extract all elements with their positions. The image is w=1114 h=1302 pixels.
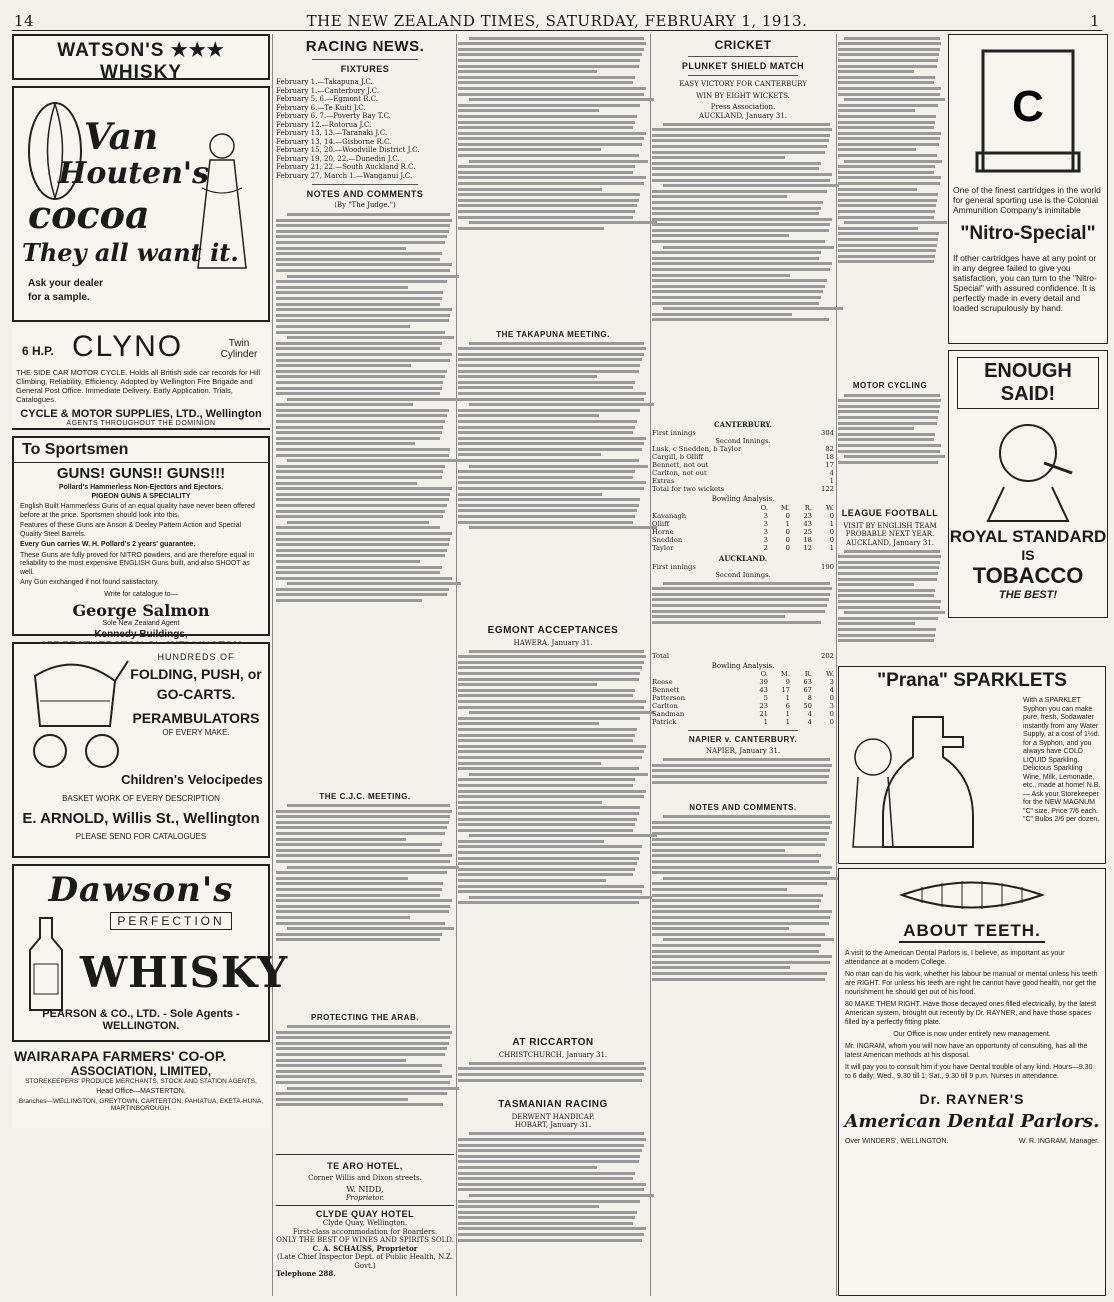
vanhouten-brand-line2: Houten's [58,156,209,191]
column-racing-news [276,34,454,1296]
cricket-heading: CRICKET [714,38,772,52]
nitro-body: If other cartridges have at any point or in any degree failed to give you satisfaction, you can turn to the "Nitro-Special" with assured confidence. It is perfectly made in every detail and loaded scrupulously by hand. [953,253,1097,313]
vanhouten-cta-2: for a sample. [28,292,90,303]
cjc-article [276,804,454,1010]
bowling-row: Patrick 1 1 4 0 [652,718,834,727]
auckland-batting-lines [652,582,834,652]
bowling-row: Horne 3 0 25 0 [652,527,834,536]
ad-prana-sparklets [838,666,1106,864]
fixture-list [276,78,454,180]
arab-heading: PROTECTING THE ARAB. [311,1013,419,1023]
hobart-dateline: HOBART, January 31. [514,1121,592,1130]
riccarton-dateline: CHRISTCHURCH, January 31. [498,1050,608,1059]
royal-line-3: TOBACCO [972,563,1084,588]
auckland-total [652,652,834,660]
napier-heading: NAPIER v. CANTERBURY. [688,735,798,745]
fixture-item: February 27, March 1.—Wanganui J.C. [276,171,413,180]
clyde-proprietor: C. A. SCHAUSS, Proprietor [312,1243,418,1253]
ad-royal-standard-tobacco [948,350,1108,618]
teeth-para-2: No man can do his work, whether his labour be manual or mental unless his teeth are RIGHT. For unless his teeth are right he cannot have good health, nor get the nourishment he should get out of his food. [845,971,1098,996]
motor-cycling-heading: MOTOR CYCLING [852,380,928,390]
bowling-table-2 [652,670,834,726]
guns-line-5: Every Gun carries W. H. Pollard's 2 years' guarantee. [20,541,196,548]
ad-watsons-whisky [12,34,270,83]
auckland-heading: AUCKLAND. [718,553,768,563]
wairarapa-l1: WAIRARAPA FARMERS' CO-OP. [14,1048,227,1064]
auckland-first-innings-label: First innings [652,563,696,572]
bowling-row: Patterson 5 1 8 0 [652,694,834,703]
arnold-h1: HUNDREDS OF [157,652,235,662]
guns-line-3: English Built Hammerless Guns of an equal quality have never been offered before at the price. Sportsmen should look into this. [20,503,255,519]
page-number: 14 [14,12,35,30]
nitro-brand: "Nitro-Special" [960,223,1096,244]
clyde-telephone: Telephone 288. [276,1269,336,1279]
riccarton-article [458,1062,648,1096]
guns-sub-2: Kennedy Buildings, [94,628,188,640]
ad-arnold-perambulators [12,642,270,858]
first-innings-label: First innings [652,429,696,438]
bowling-table-1 [652,504,834,552]
egmont-article [458,650,648,1034]
guns-line-4: Features of these Guns are Anson & Deeley Pattern Action and Special Quality Steel Barrels. [20,522,242,538]
smoker-figure-icon [968,413,1088,523]
bowling-header-row: O. M. R. W. [760,670,834,679]
arnold-h6: Children's Velocipedes [121,772,263,787]
riccarton-heading: AT RICCARTON [512,1036,594,1048]
win-by-wickets: WIN BY EIGHT WICKETS. [696,92,790,100]
wairarapa-l3: STOREKEEPERS' PRODUCE MERCHANTS, STOCK AND STATION AGENTS, [25,1078,257,1085]
teeth-icon [892,875,1052,915]
auckland-first-innings-total: 190 [821,563,834,572]
fixture-item: February 6.—Te Kuiti J.C. [276,103,366,112]
clyde-line-3: First-class accommodation for Boarders. [292,1227,438,1236]
teeth-para-1: A visit to the American Dental Parlors is, I believe, as important as your attendance at a modern College. [845,950,1065,966]
clyno-agents: AGENTS THROUGHOUT THE DOMINION [66,420,216,427]
vanhouten-brand-line1: Van [84,116,159,158]
bowling-row: Reese 39 9 63 3 [652,678,834,687]
column-racing-continued [458,34,648,1296]
first-innings-total: 304 [821,429,834,438]
auckland-total-value: 202 [821,651,834,660]
bowling-row: Olliff 3 1 43 1 [652,519,834,528]
nitro-intro: One of the finest cartridges in the world for general sporting use is the Colonial Ammunition Company's inimitable [953,185,1101,215]
clyde-hotel-name: CLYDE QUAY HOTEL [315,1209,415,1220]
wairarapa-l2: ASSOCIATION, LIMITED, [70,1064,212,1078]
fixture-item: February 21, 22.—South Auckland R.C. [276,163,416,171]
tasmanian-article [458,1132,648,1302]
clyno-brand: CLYNO [72,330,184,363]
league-heading: LEAGUE FOOTBALL [841,507,939,518]
batting-row: Bennett, not out 17 [652,461,834,470]
column-divider [272,34,273,1296]
canterbury-heading: CANTERBURY. [714,419,772,429]
guns-agent-name: George Salmon [72,601,210,620]
league-dateline: AUCKLAND, January 31. [845,538,934,547]
clyde-line-4: ONLY THE BEST OF WINES AND SPIRITS SOLD. [276,1236,454,1245]
fixture-item: February 1.—Takapuna J.C. [276,78,373,86]
bowling-row: Sandman 21 1 4 0 [652,710,834,719]
royal-line-4: THE BEST! [998,589,1058,601]
takapuna-article [458,342,648,622]
ad-nitro-special [948,34,1108,344]
rayner-name: Dr. RAYNER'S [919,1091,1025,1107]
masthead [12,10,1102,31]
motor-cycling-article [838,394,942,504]
tasmanian-heading: TASMANIAN RACING [498,1098,608,1110]
prana-description: With a SPARKLET Syphon you can make pure, fresh, Sodawater instantly from any Water Supply, at a cost of 1½d. for a Syphon, and you always have COLD LIQUID Sparkling. Delicious Sparkling Wine, Milk, Lemonade, etc., made at home! N.B. — Ask your Storekeeper for the NEW MAGNUM "C" size. Price 7/6 each. "C" Bulbs 2/6 per dozen. [1023,697,1101,823]
guns-sub-1: Sole New Zealand Agent [102,620,180,627]
dawson-agents: PEARSON & CO., LTD. - Sole Agents - WELLINGTON. [42,1008,240,1032]
second-innings-label: Second Innings. [715,437,771,446]
bowling-header-row: O. M. R. W. [760,503,834,512]
fixture-item: February 19, 20, 22.—Dunedin J.C. [276,154,400,163]
bowling-analysis-heading-2: Bowling Analysis. [711,661,775,670]
guns-line-1: Pollard's Hammerless Non-Ejectors and Ejectors. [58,484,224,491]
notes-byline: (By "The Judge.") [334,201,396,209]
svg-text:C: C [1012,82,1044,131]
batting-row: Carlton, not out 4 [652,469,834,478]
bowling-row: Bennett 43 17 67 4 [652,686,834,695]
arnold-h2: FOLDING, PUSH, or [130,666,262,682]
arab-article [276,1025,454,1151]
teeth-para-4: Our Office is now under entirely new management. [893,1031,1051,1038]
fixture-item: February 13, 14.—Gisborne R.C. [276,137,392,146]
notes-heading: NOTES AND COMMENTS [306,189,424,199]
tearo-proprietor: Proprietor. [345,1194,385,1203]
egmont-heading: EGMONT ACCEPTANCES [487,624,619,636]
press-association: Press Association. [710,103,776,111]
tearo-address: Corner Willis and Dixon streets. [308,1174,422,1183]
total-two-wickets-value: 122 [821,485,834,494]
column-advertisements-left [12,34,289,1296]
royal-line-1: ROYAL STANDARD [949,527,1107,546]
arnold-h7: BASKET WORK OF EVERY DESCRIPTION [62,794,220,803]
tearo-owner: W. NIDD, [346,1185,384,1195]
fixtures-heading: FIXTURES [340,64,390,74]
guns-tag: To Sportsmen [14,438,268,463]
napier-article [652,758,834,800]
cricket-continued-column [838,34,942,714]
fixture-item: February 1.—Canterbury J.C. [276,86,380,95]
teeth-para-5: Mr. INGRAM, whom you will now have an opportunity of consulting, has all the latest American methods at his disposal. [845,1043,1088,1059]
dental-address: Over WINDERS', WELLINGTON. [845,1138,949,1145]
egmont-dateline: HAWERA, January 31. [513,638,593,647]
arnold-name: E. ARNOLD, Willis St., Wellington [22,810,260,827]
guns-line-2: PIGEON GUNS A SPECIALITY [91,492,191,500]
syphon-bottle-icon [843,697,1023,857]
cartridge-icon [953,41,1103,181]
batting-row: Cargill, b Olliff 18 [652,453,834,462]
pram-icon [20,656,130,776]
arnold-h5: OF EVERY MAKE. [162,728,230,737]
ad-van-houtens-cocoa [12,86,270,322]
dawson-whisky: WHISKY [80,948,289,997]
fixture-item: February 5, 6.—Egmont R.C. [276,95,379,103]
auckland-total-label: Total [652,651,670,660]
vanhouten-cta-1: Ask your dealer [28,278,104,289]
total-two-wickets-label: Total for two wickets [652,485,725,494]
column-divider [836,34,837,1296]
arnold-h3: GO-CARTS. [156,686,236,702]
cricket-notes-article [652,815,834,1063]
plunket-heading: PLUNKET SHIELD MATCH [681,61,805,71]
notes-article [276,213,454,789]
arab-article-continued [458,37,648,327]
ad-wairarapa-farmers [12,1048,270,1128]
fixture-item: February 15, 20.—Woodville District J.C. [276,146,420,154]
guns-line-8: Write for catalogue to— [104,590,178,598]
royal-line-2: IS [1021,547,1035,563]
clyde-line-6: (Late Chief Inspector Dept. of Public Health, N.Z. Govt.) [277,1253,453,1270]
ad-american-dental [838,868,1106,1296]
batting-row: Extras 1 [652,477,834,486]
dawson-brand: Dawson's [48,870,234,910]
auckland-dateline: AUCKLAND, January 31. [698,111,787,120]
napier-dateline: NAPIER, January 31. [705,747,781,756]
clyde-address: Clyde Quay, Wellington. [322,1219,408,1228]
bowling-row: Sneddon 3 0 18 0 [652,535,834,544]
bowling-analysis-heading-1: Bowling Analysis. [711,495,775,504]
arnold-catalogue: PLEASE SEND FOR CATALOGUES [75,832,207,841]
bowling-row: Taylor 2 0 12 1 [652,543,834,552]
bowling-row: Kavanagh 3 0 23 0 [652,511,834,520]
derwent-heading: DERWENT HANDICAP. [511,1112,595,1121]
league-subheading: VISIT BY ENGLISH TEAM PROBABLE NEXT YEAR. [843,521,937,539]
clyno-hp: 6 H.P. [22,344,54,358]
teeth-para-6: It will pay you to consult him if you have Dental trouble of any kind. Hours—9.30 to 6 daily; Wed., 9.30 till 1; Sat., 9.30 till 9 p.m. Nurses in attendance. [845,1064,1093,1080]
fixture-item: February 13, 13.—Taranaki J.C. [276,129,388,137]
wairarapa-l4: Head Office—MASTERTON. [96,1088,186,1095]
column-right [838,34,1108,1296]
takapuna-heading: THE TAKAPUNA MEETING. [496,329,610,339]
auckland-scores [652,563,834,579]
guns-headline: GUNS! GUNS!! GUNS!!! [56,465,226,482]
page-number-right: 1 [1089,12,1100,30]
arnold-h4: PERAMBULATORS [132,710,260,726]
dawson-tag: PERFECTION [110,912,231,930]
ads-right-stack [948,34,1108,624]
clyno-company: CYCLE & MOTOR SUPPLIES, LTD., Wellington [20,408,262,420]
batting-row: Lusk, c Snedden, b Taylor 82 [652,445,834,454]
bowling-row: Carlton 23 6 50 3 [652,702,834,711]
ad-clyno-motorcycle [12,328,270,430]
ad-pollard-guns [12,436,270,640]
column-cricket [652,34,834,1296]
racing-news-heading: RACING NEWS. [305,38,425,55]
auckland-second-innings-label: Second Innings. [715,571,771,580]
guns-line-6: These Guns are fully proved for NITRO powders, and are therefore equal in reliability to the most expensive ENGLISH Guns built, and also SHOOT as well. [20,551,255,576]
fixture-item: February 12.—Rotorua J.C. [276,120,372,129]
cricket-continued-article [838,37,942,377]
enough-said: ENOUGH SAID! [957,357,1099,409]
whisky-bottle-icon [24,914,68,1014]
guns-line-7: Any Gun exchanged if not found satisfactory. [20,579,159,586]
fixture-item: February 6, 7.—Poverty Bay T.C. [276,112,392,120]
vanhouten-slogan: They all want it. [22,238,239,267]
newspaper-title: THE NEW ZEALAND TIMES, SATURDAY, FEBRUARY 1, 1913. [306,12,808,30]
tearo-hotel-name: TE ARO HOTEL, [327,1161,403,1172]
teeth-para-3: 80 MAKE THEM RIGHT. Have those decayed ones filled electrically, by the latest American system, brought out recently by Dr. RAYNER, and have those spaces filled by a perfectly fitting plate. [845,1001,1097,1026]
watsons-headline: WATSON'S ★★★ WHISKY [57,40,225,83]
clyno-twin: Twin Cylinder [220,338,258,360]
cricket-notes-heading: NOTES AND COMMENTS. [689,803,797,813]
wairarapa-l5: Branches—WELLINGTON, GREYTOWN, CARTERTON, PAHIATUA, EKETA-HUNA, MARTINBOROUGH. [18,1098,264,1112]
prana-heading: "Prana" SPARKLETS [877,670,1067,691]
teeth-heading: ABOUT TEETH. [899,921,1045,943]
easy-victory: EASY VICTORY FOR CANTERBURY [679,80,807,88]
canterbury-scores [652,429,834,493]
cricket-article [652,123,834,419]
american-dental-parlors: American Dental Parlors. [844,1111,1100,1132]
clyno-description: THE SIDE CAR MOTOR CYCLE. Holds all British side car records for Hill Climbing, Reliability, Efficiency. Adopted by Wellington Fire Brigade and General Post Office. Immediate Delivery. Early Application. Trials, Catalogues. [16,368,261,404]
ad-dawsons-whisky [12,864,289,1042]
cjc-heading: THE C.J.C. MEETING. [319,792,411,802]
vanhouten-brand-line3: cocoa [28,192,150,237]
dental-manager: W. R. INGRAM, Manager. [1018,1138,1099,1145]
column-divider [456,34,457,1296]
